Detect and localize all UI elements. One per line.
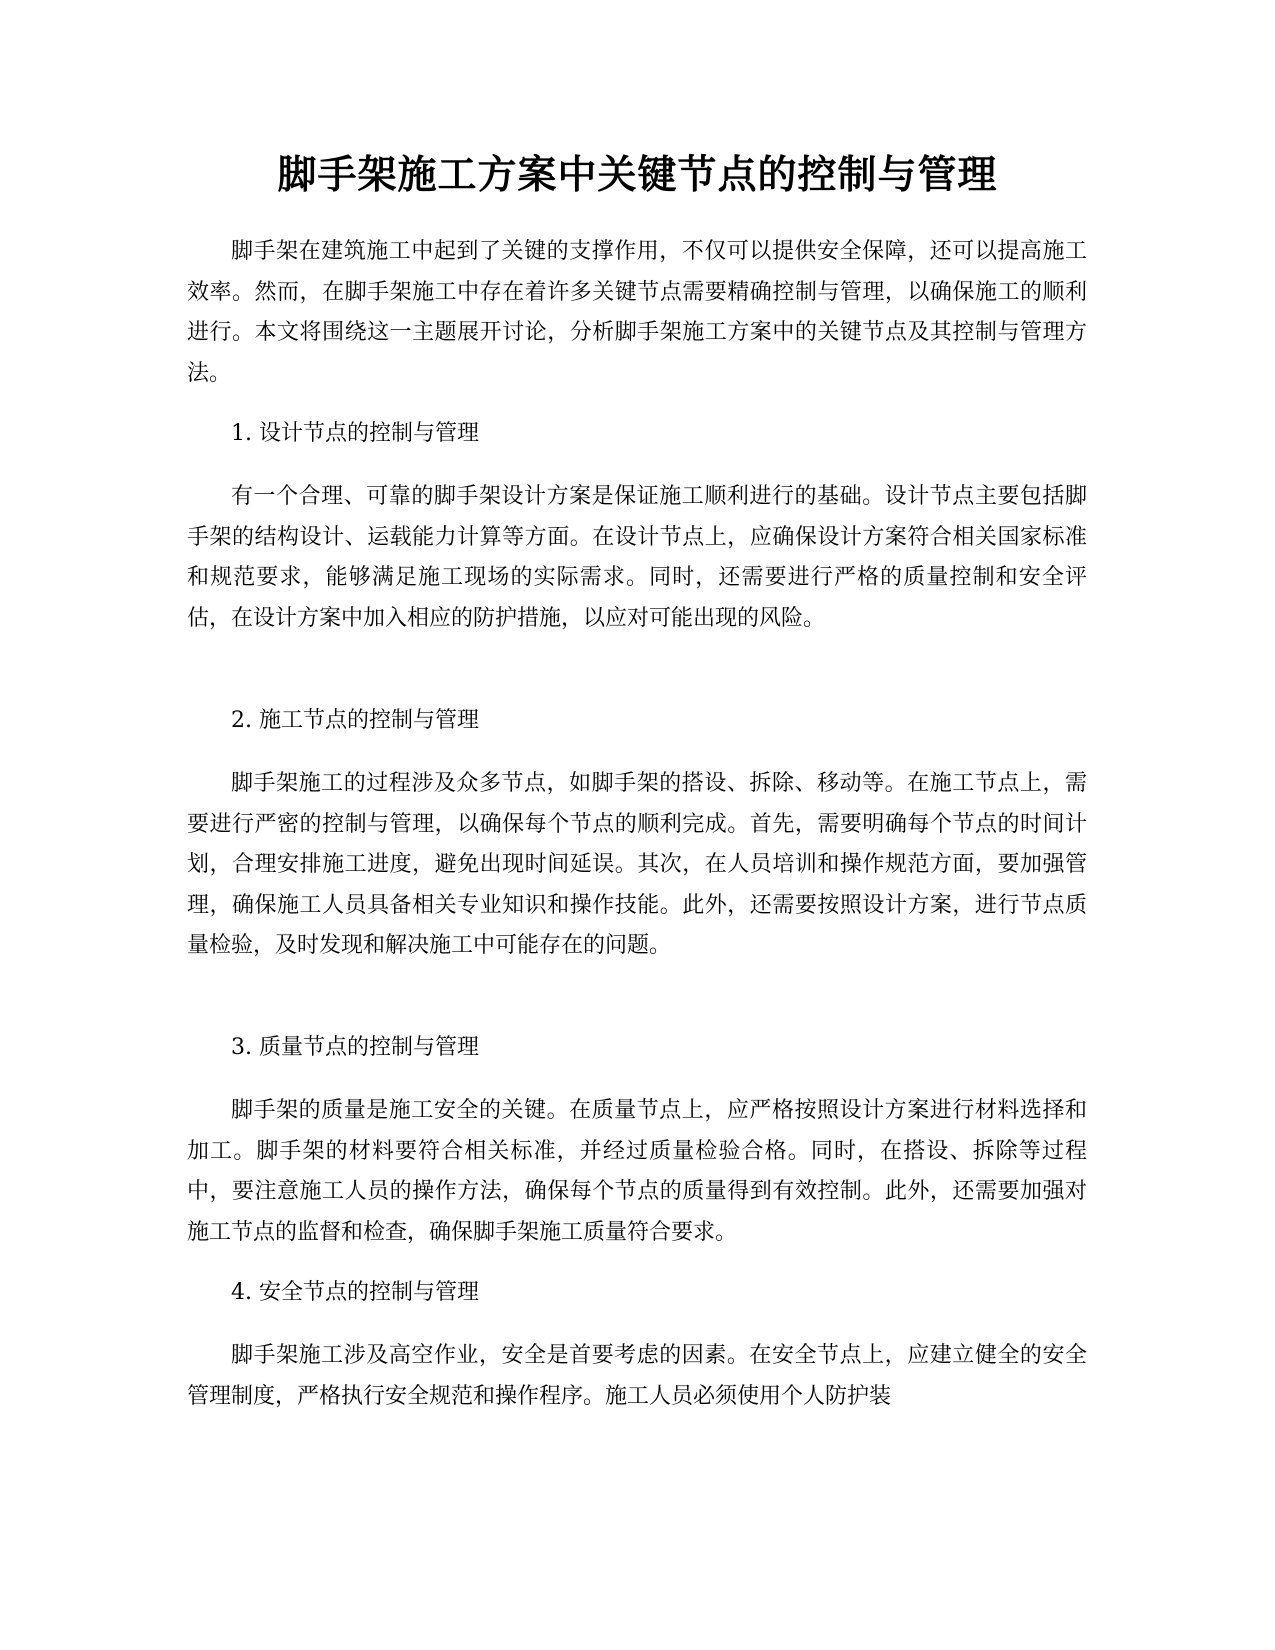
- document-title: 脚手架施工方案中关键节点的控制与管理: [277, 153, 998, 198]
- section-body-1: 有一个合理、可靠的脚手架设计方案是保证施工顺利进行的基础。设计节点主要包括脚手架的结构设计、运载能力计算等方面。在设计节点上，应确保设计方案符合相关国家标准和规范要求，能够满足施工现场的实际需求。同时，还需要进行严格的质量控制和安全评估，在设计方案中加入相应的防护措施，以应对可能出现的风险。: [187, 484, 1087, 631]
- section-heading-4: 4. 安全节点的控制与管理: [231, 1280, 479, 1305]
- section-body-3: 脚手架的质量是施工安全的关键。在质量节点上，应严格按照设计方案进行材料选择和加工。脚手架的材料要符合相关标准，并经过质量检验合格。同时，在搭设、拆除等过程中，要注意施工人员的操作方法，确保每个节点的质量得到有效控制。此外，还需要加强对施工节点的监督和检查，确保脚手架施工质量符合要求。: [187, 1098, 1087, 1245]
- section-heading-3: 3. 质量节点的控制与管理: [231, 1035, 479, 1060]
- section-body-4: 脚手架施工涉及高空作业，安全是首要考虑的因素。在安全节点上，应建立健全的安全管理制度，严格执行安全规范和操作程序。施工人员必须使用个人防护装: [187, 1343, 1087, 1409]
- section-heading-2: 2. 施工节点的控制与管理: [231, 708, 479, 733]
- intro-paragraph: 脚手架在建筑施工中起到了关键的支撑作用，不仅可以提供安全保障，还可以提高施工效率。然而，在脚手架施工中存在着许多关键节点需要精确控制与管理，以确保施工的顺利进行。本文将围绕这一主题展开讨论，分析脚手架施工方案中的关键节点及其控制与管理方法。: [187, 239, 1087, 386]
- section-body-2: 脚手架施工的过程涉及众多节点，如脚手架的搭设、拆除、移动等。在施工节点上，需要进行严密的控制与管理，以确保每个节点的顺利完成。首先，需要明确每个节点的时间计划，合理安排施工进度，避免出现时间延误。其次，在人员培训和操作规范方面，要加强管理，确保施工人员具备相关专业知识和操作技能。此外，还需要按照设计方案，进行节点质量检验，及时发现和解决施工中可能存在的问题。: [187, 771, 1087, 958]
- section-heading-1: 1. 设计节点的控制与管理: [231, 421, 479, 446]
